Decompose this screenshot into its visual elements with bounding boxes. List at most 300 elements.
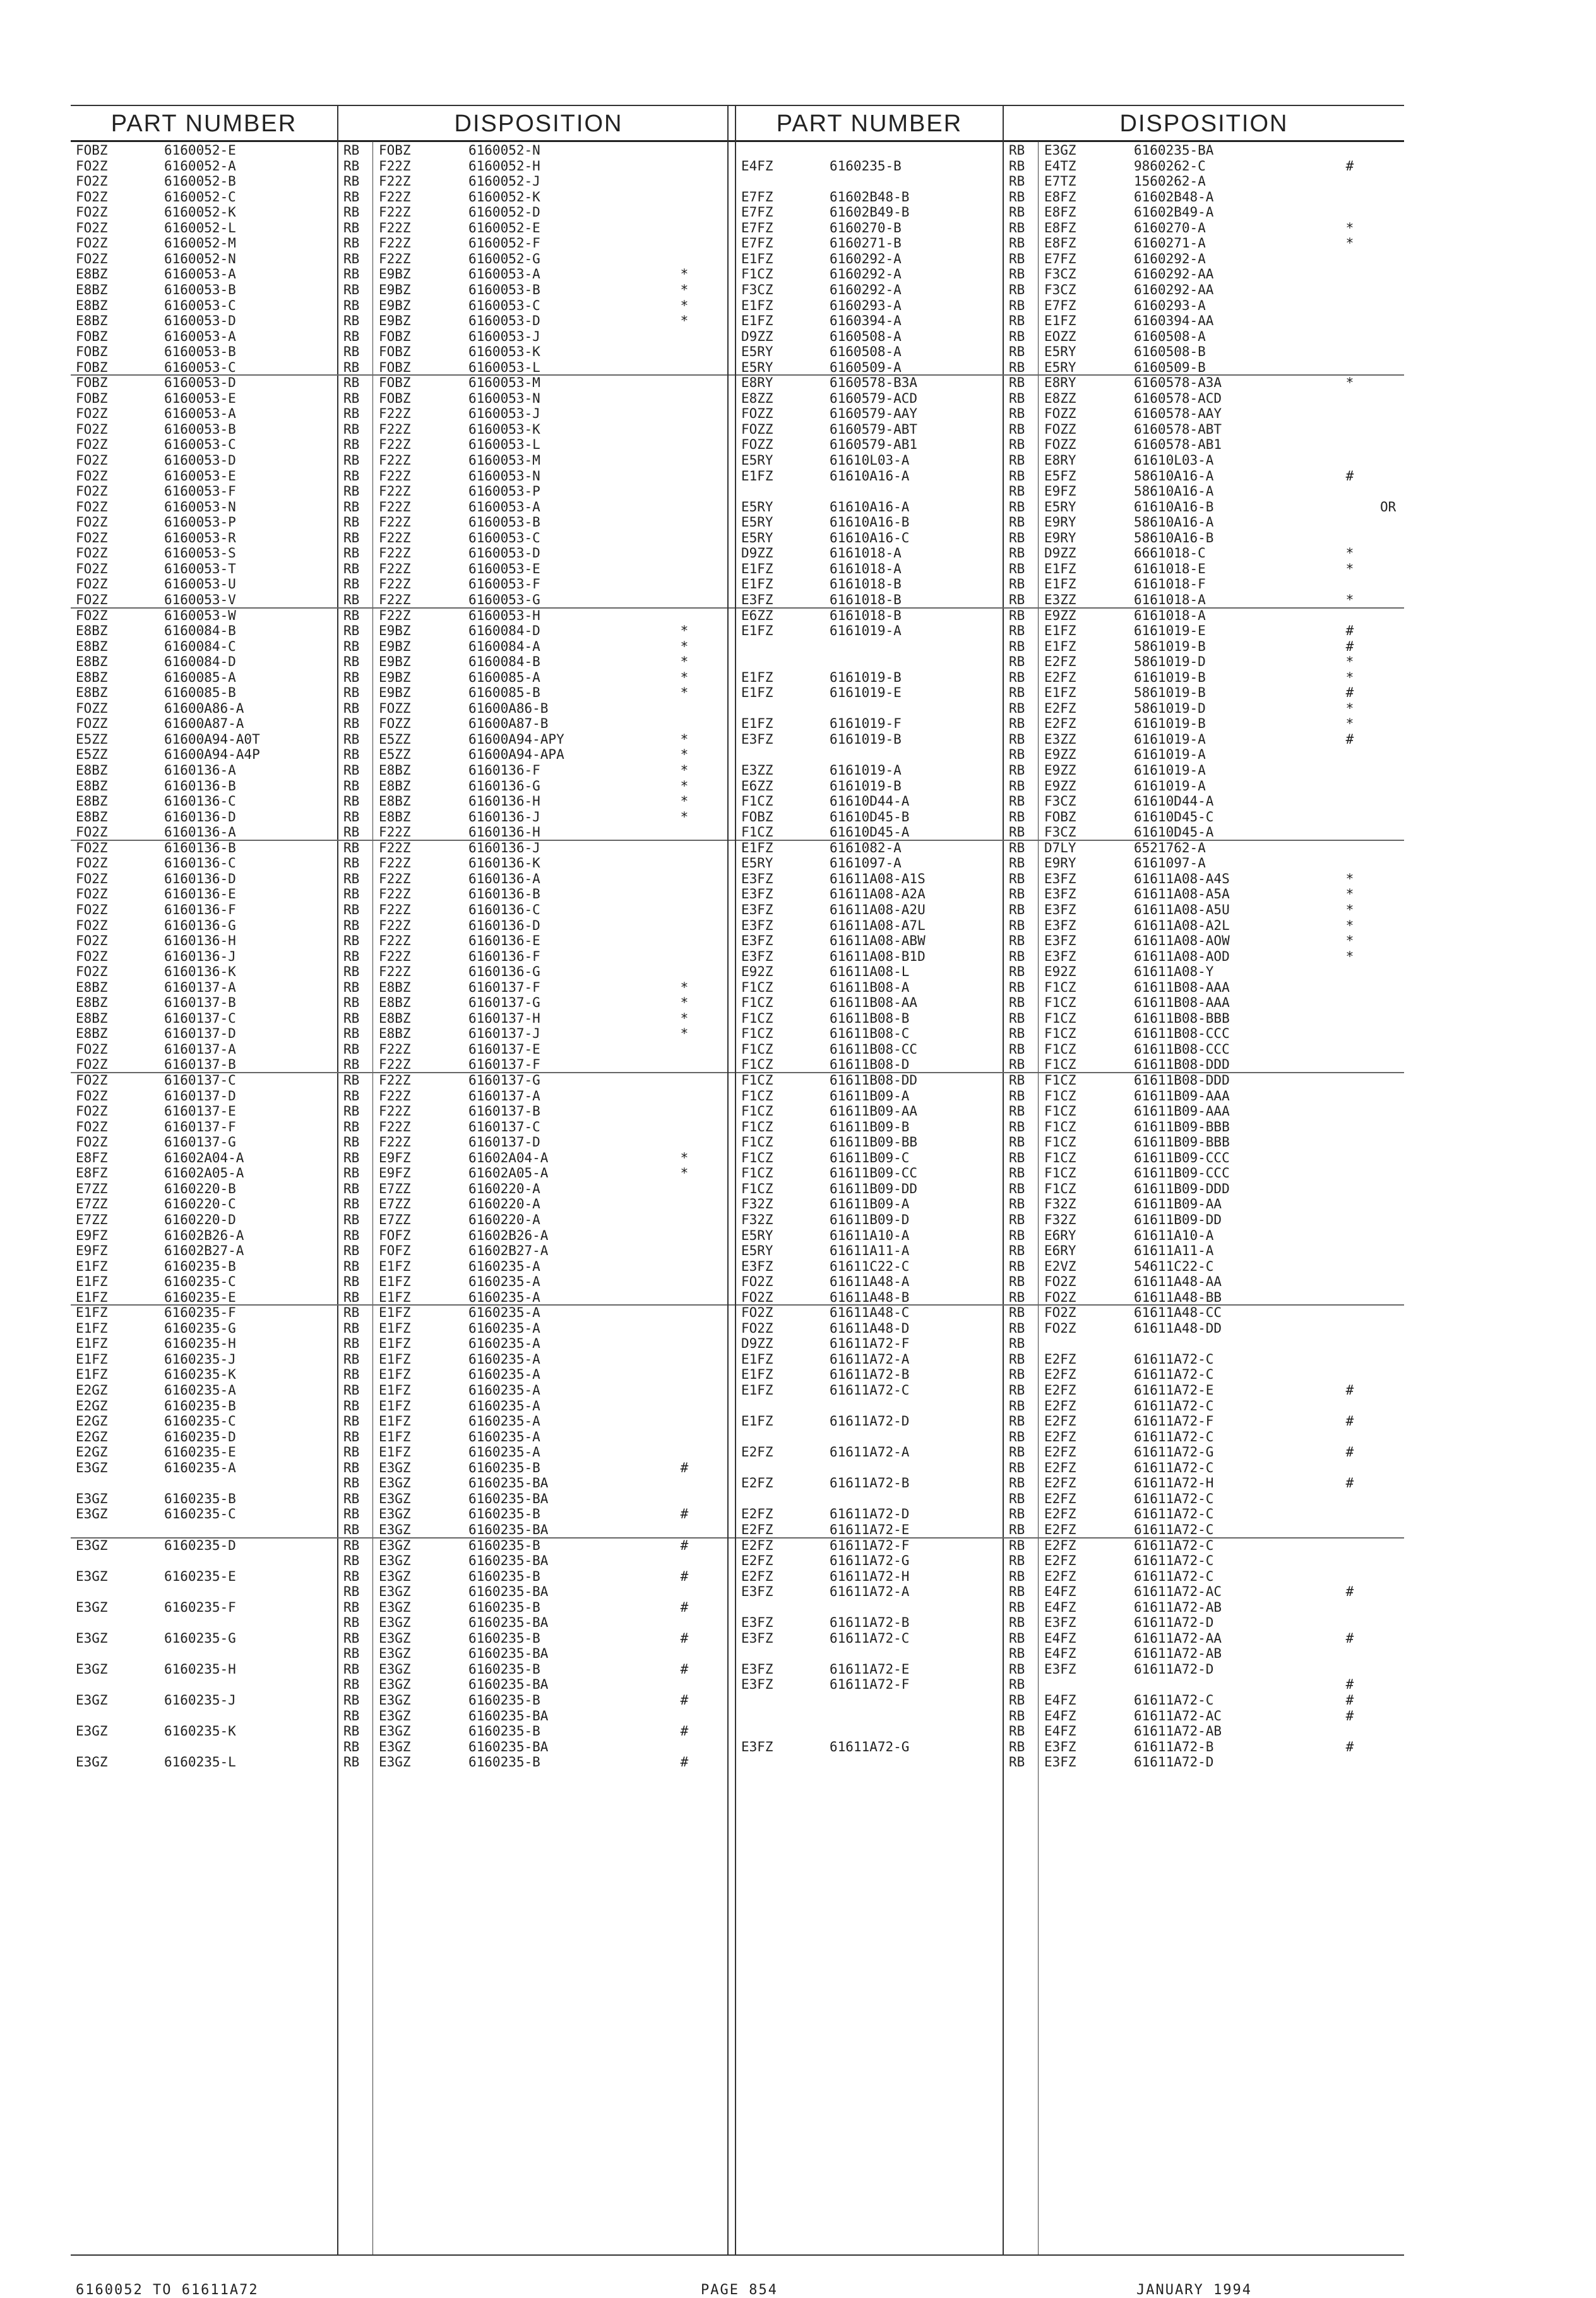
part-number-header: PART NUMBER [110,110,297,137]
disposition-prefix: E8FZ [1044,189,1076,205]
part-number: 61611B08-AA [830,995,918,1011]
table-row [736,1150,1404,1165]
part-prefix: FO2Z [76,1134,108,1150]
note-mark: # [680,1630,689,1646]
table-row [71,375,739,390]
rb-code: RB [1009,855,1025,871]
part-number: 61611B09-A [830,1196,910,1212]
disposition-number: 6160136-J [468,809,540,825]
part-number: 61611A72-F [830,1677,910,1693]
part-number: 61600A87-A [164,716,244,732]
disposition-number: 6160137-D [468,1134,540,1150]
disposition-prefix: E3FZ [1044,1754,1076,1770]
rb-code: RB [1009,1754,1025,1770]
table-row [736,422,1404,437]
rb-code: RB [1009,251,1025,266]
part-prefix: F1CZ [741,1088,773,1104]
center-separator [727,105,729,2255]
table-row [736,685,1404,700]
disposition-number: 6160053-J [468,406,540,422]
disposition-number: 6160053-E [468,561,540,576]
disposition-prefix: FOBZ [379,390,411,406]
rb-code: RB [1009,545,1025,561]
part-prefix: FO2Z [76,576,108,592]
rb-code: RB [1009,1475,1025,1491]
part-number: 6160292-A [830,251,902,266]
disposition-number: 6160293-A [1134,297,1206,313]
part-number: 6160137-F [164,1119,236,1134]
table-row [71,1475,739,1491]
rb-code: RB [343,1398,360,1414]
disposition-prefix: E7FZ [1044,251,1076,266]
disposition-prefix: E5FZ [1044,468,1076,484]
part-number: 6160137-B [164,995,236,1011]
rb-code: RB [1009,1677,1025,1693]
rb-code: RB [343,731,360,747]
rb-code: RB [343,561,360,576]
part-prefix: E5RY [741,359,773,375]
rb-code: RB [1009,189,1025,205]
table-row [71,1305,739,1320]
note-mark: * [680,747,689,763]
disposition-number: 61611A08-Y [1134,964,1214,980]
table-row [736,933,1404,948]
part-number: 6160137-E [164,1104,236,1119]
part-number: 6161018-A [830,545,902,561]
part-number: 6160137-G [164,1134,236,1150]
note-mark: * [1345,871,1354,886]
disposition-number: 6160053-D [468,545,540,561]
part-prefix: FO2Z [76,825,108,840]
disposition-number: 6160084-A [468,638,540,654]
part-number: 6160394-A [830,313,902,329]
table-row [71,1569,739,1584]
disposition-prefix: F22Z [379,530,411,545]
disposition-number: 6160235-A [468,1274,540,1290]
disposition-prefix: E3GZ [379,1584,411,1600]
disposition-prefix: FOFZ [379,1243,411,1259]
disposition-number: 6160235-B [468,1754,540,1770]
table-row [736,1584,1404,1599]
part-prefix: E2FZ [741,1506,773,1522]
part-number: 6160053-E [164,390,236,406]
disposition-number: 6160137-C [468,1119,540,1134]
part-prefix: E7FZ [741,205,773,220]
disposition-number: 6160052-K [468,189,540,205]
part-number: 61611B08-A [830,979,910,995]
part-number: 6160235-E [164,1289,236,1305]
disposition-prefix: E4FZ [1044,1630,1076,1646]
disposition-number: 61610A16-B [1134,499,1214,515]
table-row [71,313,739,328]
part-prefix: D9ZZ [741,545,773,561]
rb-code: RB [1009,1398,1025,1414]
rb-code: RB [343,592,360,607]
disposition-number: 6160136-K [468,855,540,871]
rb-code: RB [343,1212,360,1227]
part-prefix: FO2Z [76,871,108,886]
note-mark: * [1345,933,1354,949]
disposition-prefix: F22Z [379,886,411,902]
table-bottom-rule [71,2254,739,2256]
disposition-prefix: E3GZ [1044,143,1076,158]
part-number: 6160136-H [164,933,236,949]
disposition-prefix: E9ZZ [1044,763,1076,778]
disposition-number: 6160235-B [468,1568,540,1584]
disposition-prefix: F22Z [379,964,411,980]
disposition-number: 6160136-H [468,825,540,840]
table-row [736,406,1404,421]
rb-code: RB [343,1677,360,1693]
disposition-prefix: E9BZ [379,623,411,639]
disposition-number: 61611B08-CCC [1134,1026,1230,1042]
rb-code: RB [1009,561,1025,576]
part-number: 61611A72-H [830,1568,910,1584]
part-number: 61611B08-CC [830,1041,918,1057]
table-row [736,1119,1404,1134]
disposition-number: 61611A72-F [1134,1414,1214,1429]
part-number: 6161019-F [830,716,902,732]
disposition-prefix: F22Z [379,576,411,592]
rb-code: RB [343,1289,360,1305]
part-number: 6160270-B [830,220,902,235]
rb-code: RB [1009,731,1025,747]
part-number: 61611A08-A2U [830,902,926,917]
table-row [736,1367,1404,1382]
rb-code: RB [1009,979,1025,995]
part-prefix: E2GZ [76,1444,108,1460]
note-mark: # [680,1506,689,1522]
disposition-number: 6160235-A [468,1320,540,1336]
table-row [736,1104,1404,1119]
table-row [736,266,1404,282]
part-number: 6161019-E [830,685,902,701]
disposition-number: 6160053-B [468,515,540,530]
table-row [736,143,1404,158]
rb-code: RB [343,1646,360,1662]
table-row [736,732,1404,747]
disposition-prefix: E9BZ [379,266,411,282]
table-row [71,282,739,297]
part-prefix: F32Z [741,1196,773,1212]
part-number: 6160052-A [164,158,236,174]
part-prefix: E1FZ [741,840,773,855]
disposition-number: 61602A05-A [468,1165,549,1181]
disposition-prefix: E6RY [1044,1243,1076,1259]
table-row [736,1677,1404,1692]
table-row [71,530,739,545]
table-row [71,1073,739,1088]
disposition-prefix: E3FZ [1044,1615,1076,1631]
table-row [736,825,1404,840]
table-row [71,716,739,731]
rb-code: RB [343,964,360,980]
rb-code: RB [343,700,360,716]
disposition-prefix: E3FZ [1044,871,1076,886]
rb-code: RB [1009,328,1025,344]
table-row [71,1150,739,1165]
part-prefix: FOZZ [76,716,108,732]
part-prefix: FO2Z [76,561,108,576]
part-prefix: E3GZ [76,1491,108,1506]
part-number: 6160084-C [164,638,236,654]
table-row [71,484,739,499]
rb-code: RB [343,1491,360,1506]
disposition-prefix: F22Z [379,406,411,422]
part-prefix: FO2Z [76,1088,108,1104]
part-number: 6160136-F [164,902,236,917]
part-prefix: FO2Z [76,530,108,545]
rb-code: RB [343,1599,360,1615]
disposition-prefix: E3FZ [1044,948,1076,964]
table-row [71,1321,739,1336]
rb-code: RB [343,1165,360,1181]
disposition-number: 61611A72-C [1134,1553,1214,1569]
part-prefix: F1CZ [741,1010,773,1026]
disposition-number: 54611C22-C [1134,1258,1214,1274]
table-row [736,701,1404,716]
part-prefix: E2FZ [741,1444,773,1460]
table-row [736,1460,1404,1475]
disposition-prefix: E3GZ [379,1553,411,1569]
disposition-number: 6160235-BA [468,1584,549,1600]
disposition-number: 6160292-A [1134,251,1206,266]
part-number: 6160235-J [164,1351,236,1367]
note-mark: # [1345,731,1354,747]
rb-code: RB [343,530,360,545]
part-number: 6160220-B [164,1181,236,1196]
disposition-prefix: E2FZ [1044,1568,1076,1584]
note-mark: # [1345,623,1354,639]
rb-code: RB [343,809,360,825]
disposition-prefix: E1FZ [379,1274,411,1290]
rb-code: RB [1009,1739,1025,1754]
rb-code: RB [1009,1599,1025,1615]
table-row [71,576,739,592]
table-row [736,1134,1404,1150]
table-row [71,1631,739,1646]
note-mark: * [680,1165,689,1181]
disposition-prefix: E3GZ [379,1693,411,1708]
rb-code: RB [343,1429,360,1444]
rb-code: RB [343,1073,360,1088]
disposition-prefix: F1CZ [1044,1057,1076,1073]
table-row [736,189,1404,205]
disposition-prefix: F1CZ [1044,1073,1076,1088]
table-row [71,266,739,282]
part-number: 6160235-B [830,158,902,174]
table-row [736,437,1404,452]
part-number: 61610A16-A [830,468,910,484]
disposition-prefix: E9BZ [379,297,411,313]
part-prefix: E6ZZ [741,607,773,623]
table-row [736,1290,1404,1305]
part-prefix: E3GZ [76,1568,108,1584]
part-prefix: E1FZ [741,623,773,639]
part-prefix: F1CZ [741,1041,773,1057]
part-prefix: E8BZ [76,995,108,1011]
disposition-number: 61611A72-D [1134,1661,1214,1677]
rb-code: RB [343,948,360,964]
rb-code: RB [1009,1351,1025,1367]
rb-code: RB [1009,917,1025,933]
disposition-prefix: F22Z [379,220,411,235]
table-row [71,174,739,189]
table-row [736,809,1404,825]
table-row [736,375,1404,390]
disposition-prefix: E3GZ [379,1708,411,1724]
disposition-prefix: E2FZ [1044,1367,1076,1383]
disposition-number: 6160235-BA [468,1615,549,1631]
part-number: 6160053-A [164,328,236,344]
part-prefix: FO2Z [741,1289,773,1305]
part-number: 61611A08-A2A [830,886,926,902]
table-row [71,1383,739,1398]
disposition-prefix: E2FZ [1044,1521,1076,1537]
disposition-number: 6160136-E [468,933,540,949]
rb-code: RB [1009,794,1025,809]
part-prefix: E3FZ [741,933,773,949]
table-row [71,778,739,794]
table-row [71,1274,739,1289]
table-row [736,545,1404,561]
table-row [736,794,1404,809]
disposition-number: 6160136-B [468,886,540,902]
part-prefix: E3ZZ [741,763,773,778]
note-mark: * [680,794,689,809]
part-number: 6160053-C [164,359,236,375]
disposition-prefix: F22Z [379,189,411,205]
rb-code: RB [343,1444,360,1460]
table-row [71,1538,739,1553]
part-prefix: E8BZ [76,778,108,794]
part-prefix: E3FZ [741,1615,773,1631]
disposition-number: 61611B09-BBB [1134,1119,1230,1134]
disposition-prefix: E8RY [1044,453,1076,468]
disposition-number: 6160137-G [468,1073,540,1088]
rb-code: RB [1009,1460,1025,1475]
part-prefix: E7FZ [741,189,773,205]
part-number: 61611A72-A [830,1351,910,1367]
disposition-prefix: E8BZ [379,1010,411,1026]
rb-code: RB [1009,1305,1025,1321]
table-row [736,1414,1404,1429]
disposition-number: 61611B09-AA [1134,1196,1222,1212]
disposition-number: 6160235-B [468,1537,540,1553]
note-mark: * [680,995,689,1011]
table-row [736,1259,1404,1274]
disposition-number: 61602A04-A [468,1150,549,1165]
section-rule [736,374,1404,376]
table-row [71,654,739,669]
part-number: 6160292-A [830,266,902,282]
part-prefix: E5ZZ [76,731,108,747]
disposition-number: 6160053-M [468,375,540,391]
disposition-number: 6160508-B [1134,344,1206,360]
note-mark: * [1345,220,1354,235]
disposition-prefix: E8BZ [379,1026,411,1042]
disposition-prefix: E2FZ [1044,1475,1076,1491]
table-row [71,1212,739,1227]
part-prefix: E1FZ [741,313,773,329]
rb-code: RB [1009,1444,1025,1460]
part-number: 6160235-B [164,1491,236,1506]
disposition-prefix: E5RY [1044,499,1076,515]
table-row [736,980,1404,995]
disposition-prefix: E2FZ [1044,1383,1076,1398]
part-prefix: FO2Z [76,607,108,623]
disposition-prefix: F22Z [379,251,411,266]
disposition-header: DISPOSITION [454,110,623,137]
table-row [71,1181,739,1196]
disposition-number: 61611A72-AC [1134,1708,1222,1724]
part-number: 6160293-A [830,297,902,313]
part-number: 6161018-A [830,561,902,576]
disposition-number: 6160053-D [468,313,540,329]
disposition-number: 61611A08-AOW [1134,933,1230,949]
disposition-prefix: E4TZ [1044,158,1076,174]
disposition-number: 58610A16-B [1134,530,1214,545]
disposition-prefix: E7FZ [1044,297,1076,313]
part-prefix: E3GZ [76,1754,108,1770]
disposition-prefix: F1CZ [1044,1150,1076,1165]
table-row [71,499,739,515]
disposition-number: 6160053-G [468,592,540,607]
table-row [736,1491,1404,1506]
disposition-prefix: F22Z [379,825,411,840]
table-row [736,716,1404,731]
disposition-prefix: F22Z [379,902,411,917]
rb-code: RB [343,763,360,778]
rb-code: RB [343,716,360,732]
part-number: 61611A72-B [830,1615,910,1631]
part-prefix: E3GZ [76,1506,108,1522]
rb-code: RB [343,344,360,360]
table-row [736,1057,1404,1072]
part-prefix: E1FZ [741,669,773,685]
part-number: 6160085-A [164,669,236,685]
note-mark: * [680,1026,689,1042]
table-row [736,1538,1404,1553]
note-mark: * [680,313,689,329]
part-number: 6160137-A [164,979,236,995]
rb-code: RB [1009,778,1025,794]
rb-code: RB [1009,1212,1025,1227]
table-row [71,545,739,561]
part-prefix: E3FZ [741,731,773,747]
disposition-prefix: F22Z [379,515,411,530]
table-row [736,949,1404,964]
disposition-prefix: E3GZ [379,1724,411,1739]
part-prefix: E3GZ [76,1537,108,1553]
part-prefix: E2FZ [741,1553,773,1569]
part-number: 61600A86-A [164,700,244,716]
disposition-number: 61611A72-D [1134,1754,1214,1770]
disposition-number: 61611A72-C [1134,1568,1214,1584]
table-row [736,468,1404,484]
part-number: 6160052-M [164,235,236,251]
part-prefix: E1FZ [76,1289,108,1305]
part-prefix: FO2Z [741,1320,773,1336]
part-prefix: E3FZ [741,1739,773,1754]
part-prefix: E3GZ [76,1599,108,1615]
table-row [736,329,1404,344]
rb-code: RB [343,1026,360,1042]
table-row [736,1475,1404,1491]
disposition-prefix: E2VZ [1044,1258,1076,1274]
rb-code: RB [343,1227,360,1243]
disposition-number: 61600A94-APA [468,747,564,763]
